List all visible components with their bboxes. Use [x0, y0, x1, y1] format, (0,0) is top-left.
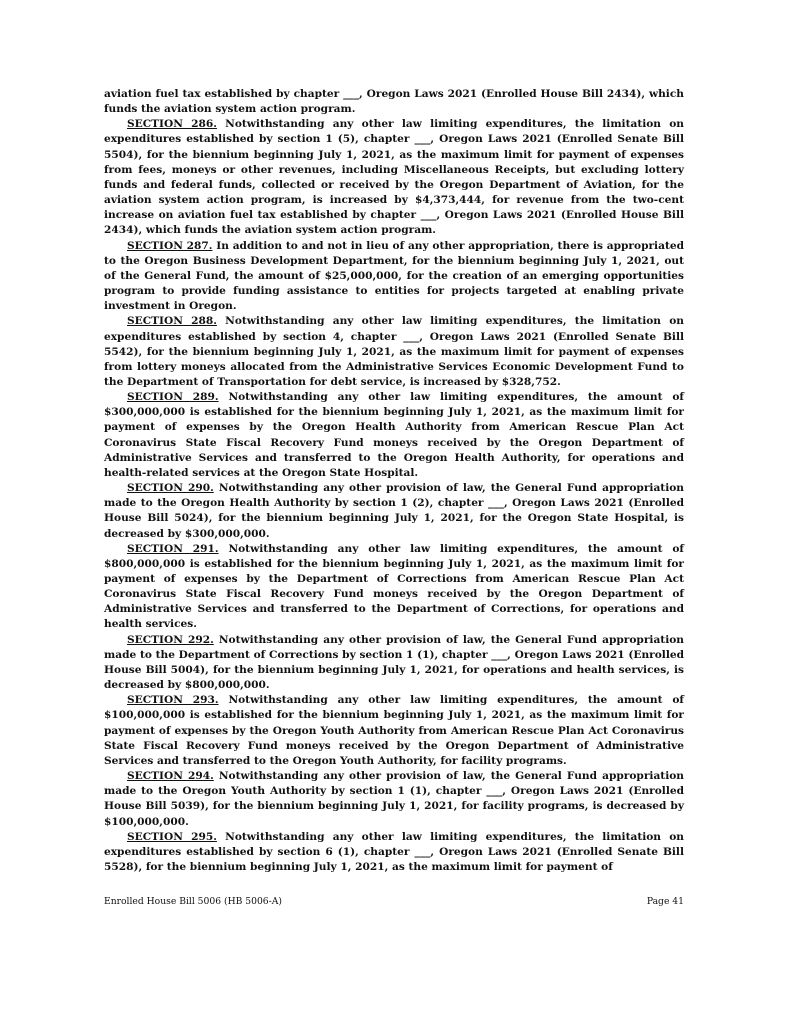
paragraph-section-293: SECTION 293. Notwithstanding any other law limiting expenditures, the amount of $100,000,000 is established for the biennium beginning July 1, 2021, as the maximum limit for payment of expenses by the Oregon Youth Authority from American Rescue Plan Act Coronavirus State Fiscal Recovery Fund moneys received by the Oregon Department of Administrative Services and transferred to the Oregon Youth Authority, for facility programs.: [104, 694, 684, 767]
paragraph-section-292: SECTION 292. Notwithstanding any other provision of law, the General Fund appropriation made to the Department of Corrections by section 1 (1), chapter ___, Oregon Laws 2021 (Enrolled House Bill 5004), for the biennium beginning July 1, 2021, for operations and health services, is decreased by $800,000,000.: [104, 633, 684, 692]
section-heading: SECTION 295.: [127, 830, 217, 843]
section-heading: SECTION 287.: [127, 239, 213, 252]
section-heading: SECTION 294.: [127, 770, 214, 783]
paragraph-section-286: SECTION 286. Notwithstanding any other law limiting expenditures, the limitation on expenditures established by section 1 (5), chapter ___, Oregon Laws 2021 (Enrolled Senate Bill 5504), for the biennium beginning July 1, 2021, as the maximum limit for payment of expenses from fees, moneys or other revenues, including Miscellaneous Receipts, but excluding lottery funds and federal funds, collected or received by the Oregon Department of Aviation, for the aviation system action program, is increased by $4,373,444, for revenue from the two-cent increase on aviation fuel tax established by chapter ___, Oregon Laws 2021 (Enrolled House Bill 2434), which funds the aviation system action program.: [104, 118, 684, 237]
page-number: Page 41: [646, 896, 684, 907]
paragraph-section-294: SECTION 294. Notwithstanding any other provision of law, the General Fund appropriation made to the Oregon Youth Authority by section 1 (1), chapter ___, Oregon Laws 2021 (Enrolled House Bill 5039), for the biennium beginning July 1, 2021, for facility programs, is decreased by $100,000,000.: [104, 770, 684, 828]
section-heading: SECTION 289.: [127, 391, 219, 404]
paragraph-section-295: SECTION 295. Notwithstanding any other law limiting expenditures, the limitation on expenditures established by section 6 (1), chapter ___, Oregon Laws 2021 (Enrolled Senate Bill 5528), for the biennium beginning July 1, 2021, as the maximum limit for payment of: [104, 830, 684, 873]
section-heading: SECTION 286.: [127, 118, 217, 131]
section-heading: SECTION 290.: [127, 482, 214, 495]
paragraph-section-288: SECTION 288. Notwithstanding any other law limiting expenditures, the limitation on expenditures established by section 4, chapter ___, Oregon Laws 2021 (Enrolled Senate Bill 5542), for the biennium beginning July 1, 2021, as the maximum limit for payment of expenses from lottery moneys allocated from the Administrative Services Economic Development Fund to the Department of Transportation for debt service, is increased by $328,752.: [104, 315, 684, 388]
section-heading: SECTION 292.: [127, 633, 214, 646]
footer-bill-name: Enrolled House Bill 5006 (HB 5006-A): [104, 896, 282, 907]
section-heading: SECTION 288.: [127, 315, 217, 328]
paragraph-continuation: aviation fuel tax established by chapter ___, Oregon Laws 2021 (Enrolled House Bill 2434), which funds the aviation system action program.: [104, 88, 684, 116]
paragraph-section-289: SECTION 289. Notwithstanding any other law limiting expenditures, the amount of $300,000,000 is established for the biennium beginning July 1, 2021, as the maximum limit for payment of expenses by the Oregon Health Authority from American Rescue Plan Act Coronavirus State Fiscal Recovery Fund moneys received by the Oregon Department of Administrative Services and transferred to the Oregon Health Authority, for operations and health-related services at the Oregon State Hospital.: [104, 391, 684, 479]
section-heading: SECTION 293.: [127, 694, 219, 707]
paragraph-section-287: SECTION 287. In addition to and not in lieu of any other appropriation, there is appropriated to the Oregon Business Development Department, for the biennium beginning July 1, 2021, out of the General Fund, the amount of $25,000,000, for the creation of an emerging opportunities program to provide funding assistance to entities for projects targeted at enabling private investment in Oregon.: [104, 239, 684, 313]
paragraph-section-290: SECTION 290. Notwithstanding any other provision of law, the General Fund appropriation made to the Oregon Health Authority by section 1 (2), chapter ___, Oregon Laws 2021 (Enrolled House Bill 5024), for the biennium beginning July 1, 2021, for the Oregon State Hospital, is decreased by $300,000,000.: [104, 482, 684, 540]
paragraph-section-291: SECTION 291. Notwithstanding any other law limiting expenditures, the amount of $800,000,000 is established for the biennium beginning July 1, 2021, as the maximum limit for payment of expenses by the Department of Corrections from American Rescue Plan Act Coronavirus State Fiscal Recovery Fund moneys received by the Oregon Department of Administrative Services and transferred to the Department of Corrections, for operations and health services.: [104, 542, 684, 631]
section-heading: SECTION 291.: [127, 542, 219, 555]
document-body: [104, 87, 684, 875]
